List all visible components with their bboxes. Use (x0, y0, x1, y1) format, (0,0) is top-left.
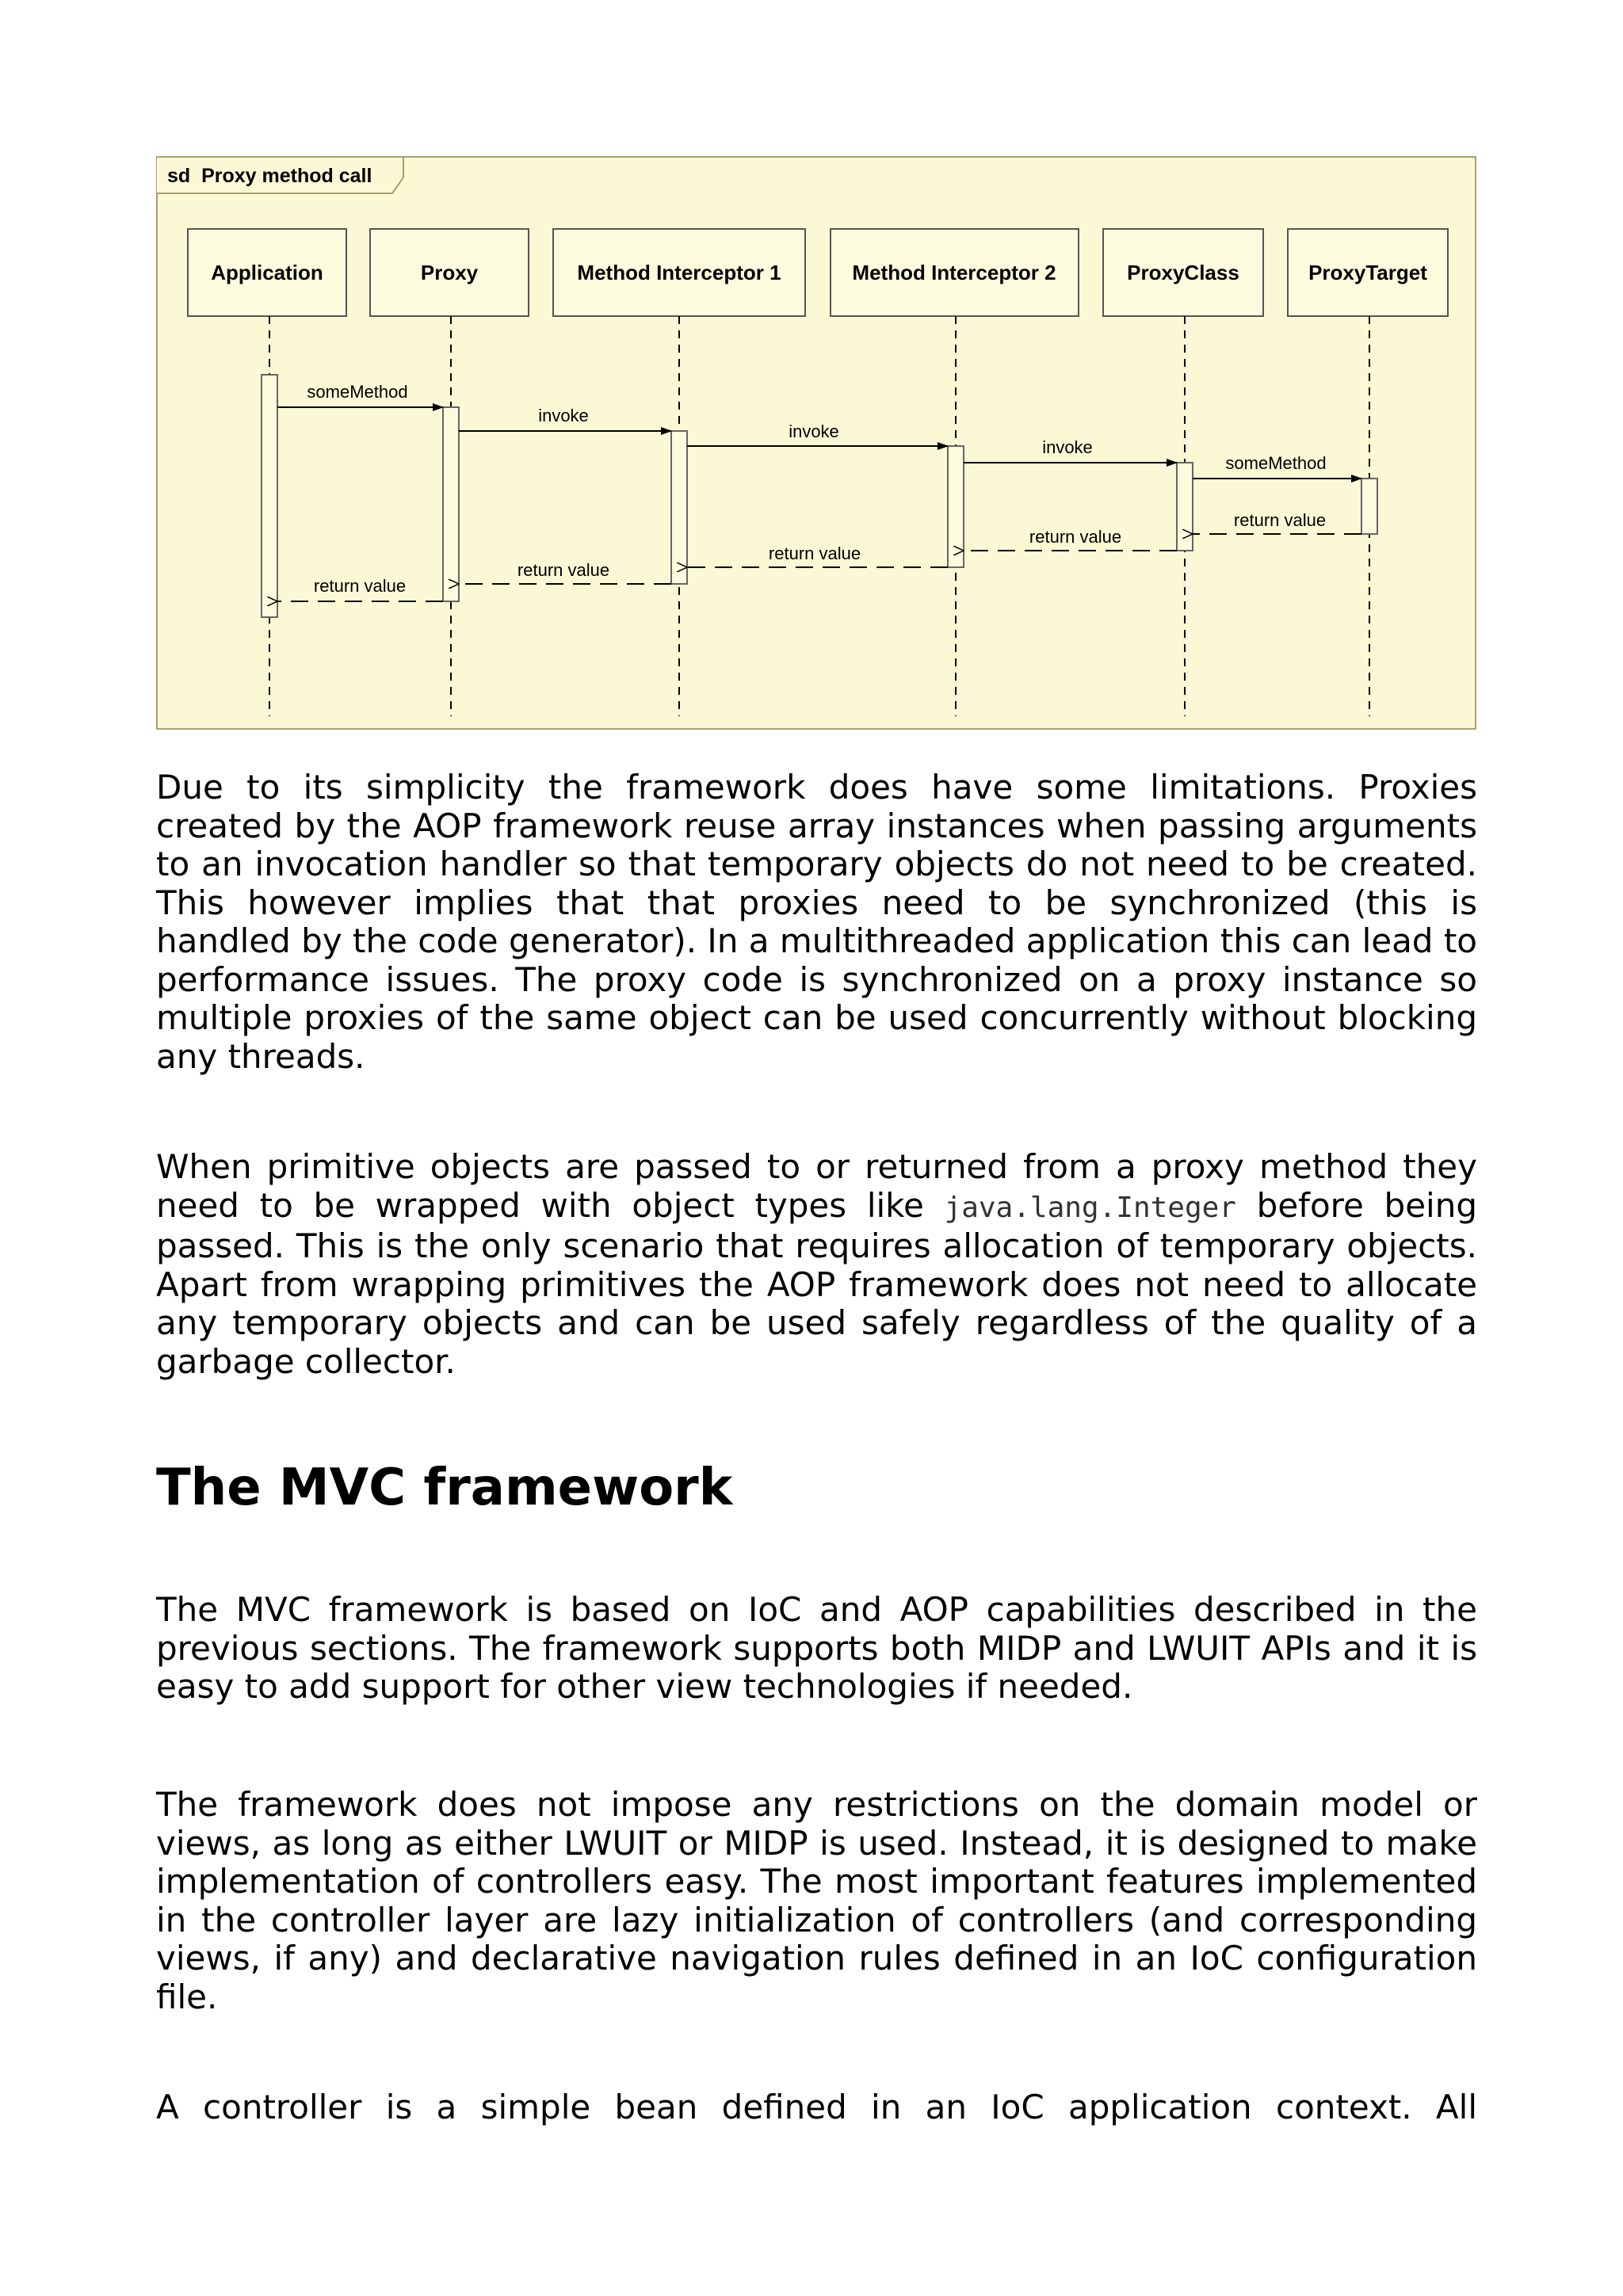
activation-application (262, 375, 277, 617)
call-label: invoke (1042, 437, 1093, 457)
activation-proxytarget (1361, 479, 1377, 534)
paragraph-text: before being passed. This is the only scenario that requires allocation of temporary objects. Apart from wrapping primitives the AOP framework does not need to allocate any temporary objects and can be used safely regardless of the quality of a garbage collector. (156, 1185, 1477, 1381)
return-label: return value (768, 543, 861, 563)
return-label: return value (1029, 527, 1122, 547)
frame-label: sd Proxy method call (167, 165, 372, 187)
section-heading: The MVC framework (156, 1459, 733, 1517)
return-label: return value (517, 560, 610, 580)
lifeline-label: ProxyClass (1127, 261, 1239, 284)
call-label: someMethod (1225, 453, 1327, 473)
diagram-frame (157, 157, 1476, 729)
activation-interceptor-1 (671, 431, 687, 584)
inline-code: java.lang.Integer (944, 1191, 1236, 1224)
return-label: return value (313, 576, 407, 596)
activation-proxy (443, 407, 459, 601)
return-label: return value (1233, 510, 1327, 530)
lifeline-label: Method Interceptor 2 (852, 261, 1056, 284)
paragraph-restrictions: The framework does not impose any restrictions on the domain model or views, as long as either LWUIT or MIDP is used. Instead, it is designed to make implementation of controllers easy. The most important features implemented in the controller layer are lazy initialization of controllers (and corresponding views, if any) and declarative navigation rules defined in an IoC configuration file. (156, 1785, 1477, 2016)
lifeline-label: Proxy (420, 261, 479, 284)
paragraph-text: When primitive objects are passed to or returned from a proxy method they need to be wrapped with object types like (156, 1147, 1477, 1225)
paragraph-limitations: Due to its simplicity the framework does have some limitations. Proxies created by the AOP framework reuse array instances when passing arguments to an invocation handler so that temporary objects do not need to be created. This however implies that that proxies need to be synchronized (this is handled by the code generator). In a multithreaded application this can lead to performance issues. The proxy code is synchronized on a proxy instance so multiple proxies of the same object can be used concurrently without blocking any threads. (156, 768, 1477, 1076)
lifeline-label: ProxyTarget (1308, 261, 1427, 284)
sequence-diagram (156, 156, 1477, 731)
call-label: invoke (789, 421, 839, 441)
activation-proxyclass (1177, 463, 1193, 551)
paragraph-controller: A controller is a simple bean defined in an IoC application context. All (156, 2088, 1477, 2126)
paragraph-primitive-wrapping (156, 1148, 1477, 1381)
call-label: invoke (538, 406, 589, 425)
activation-interceptor-2 (948, 446, 964, 567)
call-label: someMethod (307, 382, 408, 402)
lifeline-label: Method Interceptor 1 (577, 261, 781, 284)
lifeline-label: Application (211, 261, 323, 284)
paragraph-mvc-intro: The MVC framework is based on IoC and AOP capabilities described in the previous sections. The framework supports both MIDP and LWUIT APIs and it is easy to add support for other view technologies if needed. (156, 1590, 1477, 1706)
